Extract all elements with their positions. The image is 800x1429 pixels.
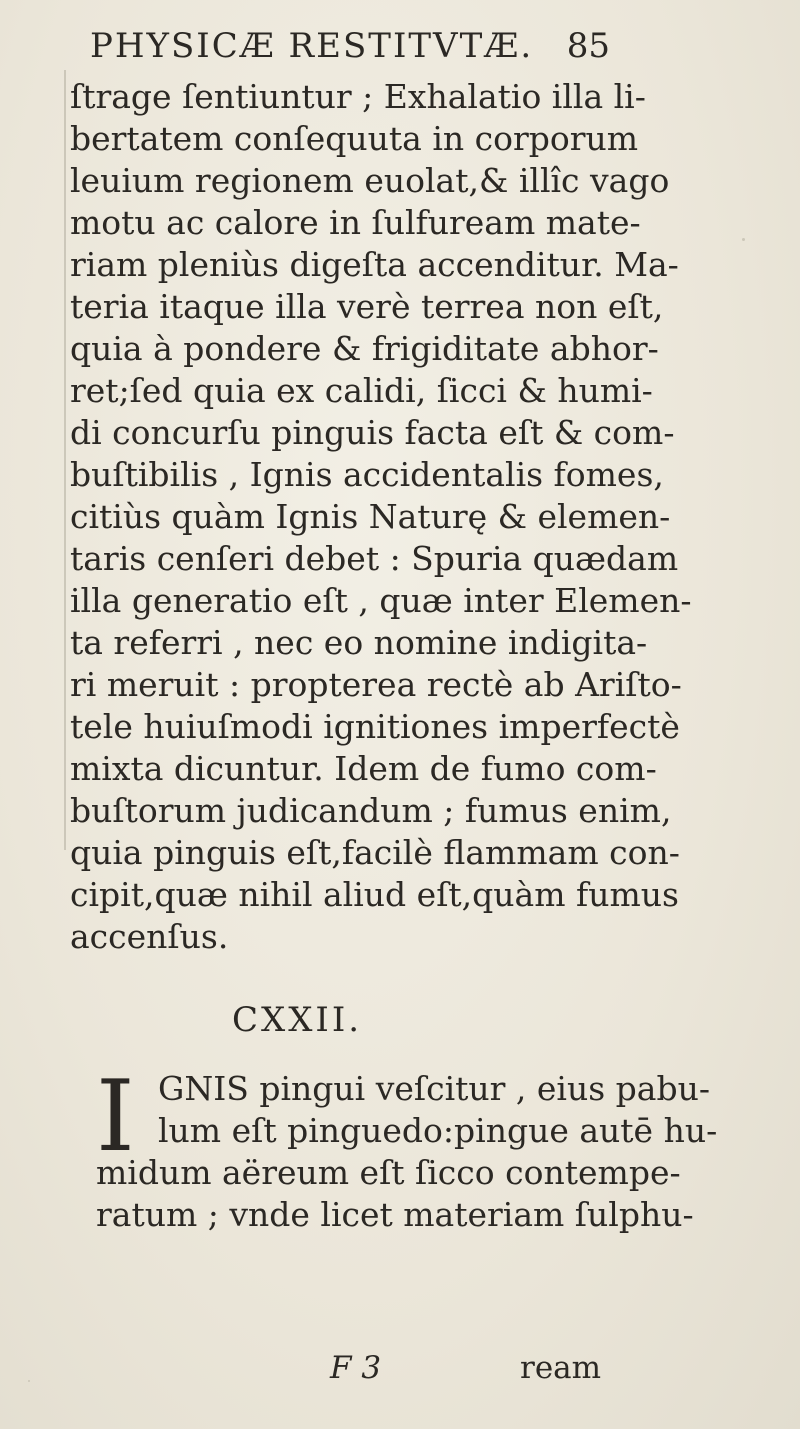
section-heading: CXXII.: [232, 1000, 363, 1040]
text-line: buſtorum judicandum ; fumus enim,: [70, 791, 672, 830]
text-line: taris cenſeri debet : Spuria quædam: [70, 539, 679, 578]
signature-mark: F 3: [330, 1350, 382, 1386]
text-line: di concurſu pinguis facta eſt & com-: [70, 413, 675, 452]
paper-speck: [28, 1380, 30, 1382]
text-line: teria itaque illa verè terrea non eſt,: [70, 287, 664, 326]
text-line: accenſus.: [70, 917, 229, 956]
text-line: riam pleniùs digeſta accenditur. Ma-: [70, 245, 679, 284]
text-line: mixta dicuntur. Idem de fumo com-: [70, 749, 657, 788]
text-line: cipit,quæ nihil aliud eſt,quàm fumus: [70, 875, 679, 914]
text-line: leuium regionem euolat,& illîc vago: [70, 161, 670, 200]
text-line: ſtrage ſentiuntur ; Exhalatio illa li-: [70, 77, 646, 116]
text-line: midum aëreum eſt ſicco contempe-: [96, 1153, 681, 1192]
text-line: GNIS pingui veſcitur , eius pabu-: [158, 1069, 710, 1108]
running-header: [90, 26, 610, 78]
text-line: ri meruit : propterea rectè ab Ariſto-: [70, 665, 682, 704]
text-line: quia à pondere & frigiditate abhor-: [70, 329, 659, 368]
text-line: buſtibilis , Ignis accidentalis fomes,: [70, 455, 664, 494]
text-line: tele huiuſmodi ignitiones imperfectè: [70, 707, 680, 746]
running-title: PHYSICÆ RESTITVTÆ.: [90, 26, 534, 66]
text-line: ta referri , nec eo nomine indigita-: [70, 623, 648, 662]
paper-speck: [742, 238, 745, 241]
text-line: lum eſt pinguedo:pingue autē hu-: [158, 1111, 718, 1150]
text-line: illa generatio eſt , quæ inter Elemen-: [70, 581, 692, 620]
text-line: bertatem conſequuta in corporum: [70, 119, 639, 158]
page-edge-shadow: [64, 70, 66, 850]
text-line: quia pinguis eſt,facilè flammam con-: [70, 833, 680, 872]
text-line: citiùs quàm Ignis Naturę & elemen-: [70, 497, 671, 536]
text-line: ratum ; vnde licet materiam ſulphu-: [96, 1195, 694, 1234]
text-line: ret;ſed quia ex calidi, ſicci & humi-: [70, 371, 653, 410]
catchword: ream: [520, 1350, 602, 1386]
drop-cap: I: [96, 1060, 135, 1174]
text-line: motu ac calore in ſulfuream mate-: [70, 203, 641, 242]
page-number: 85: [566, 26, 610, 66]
